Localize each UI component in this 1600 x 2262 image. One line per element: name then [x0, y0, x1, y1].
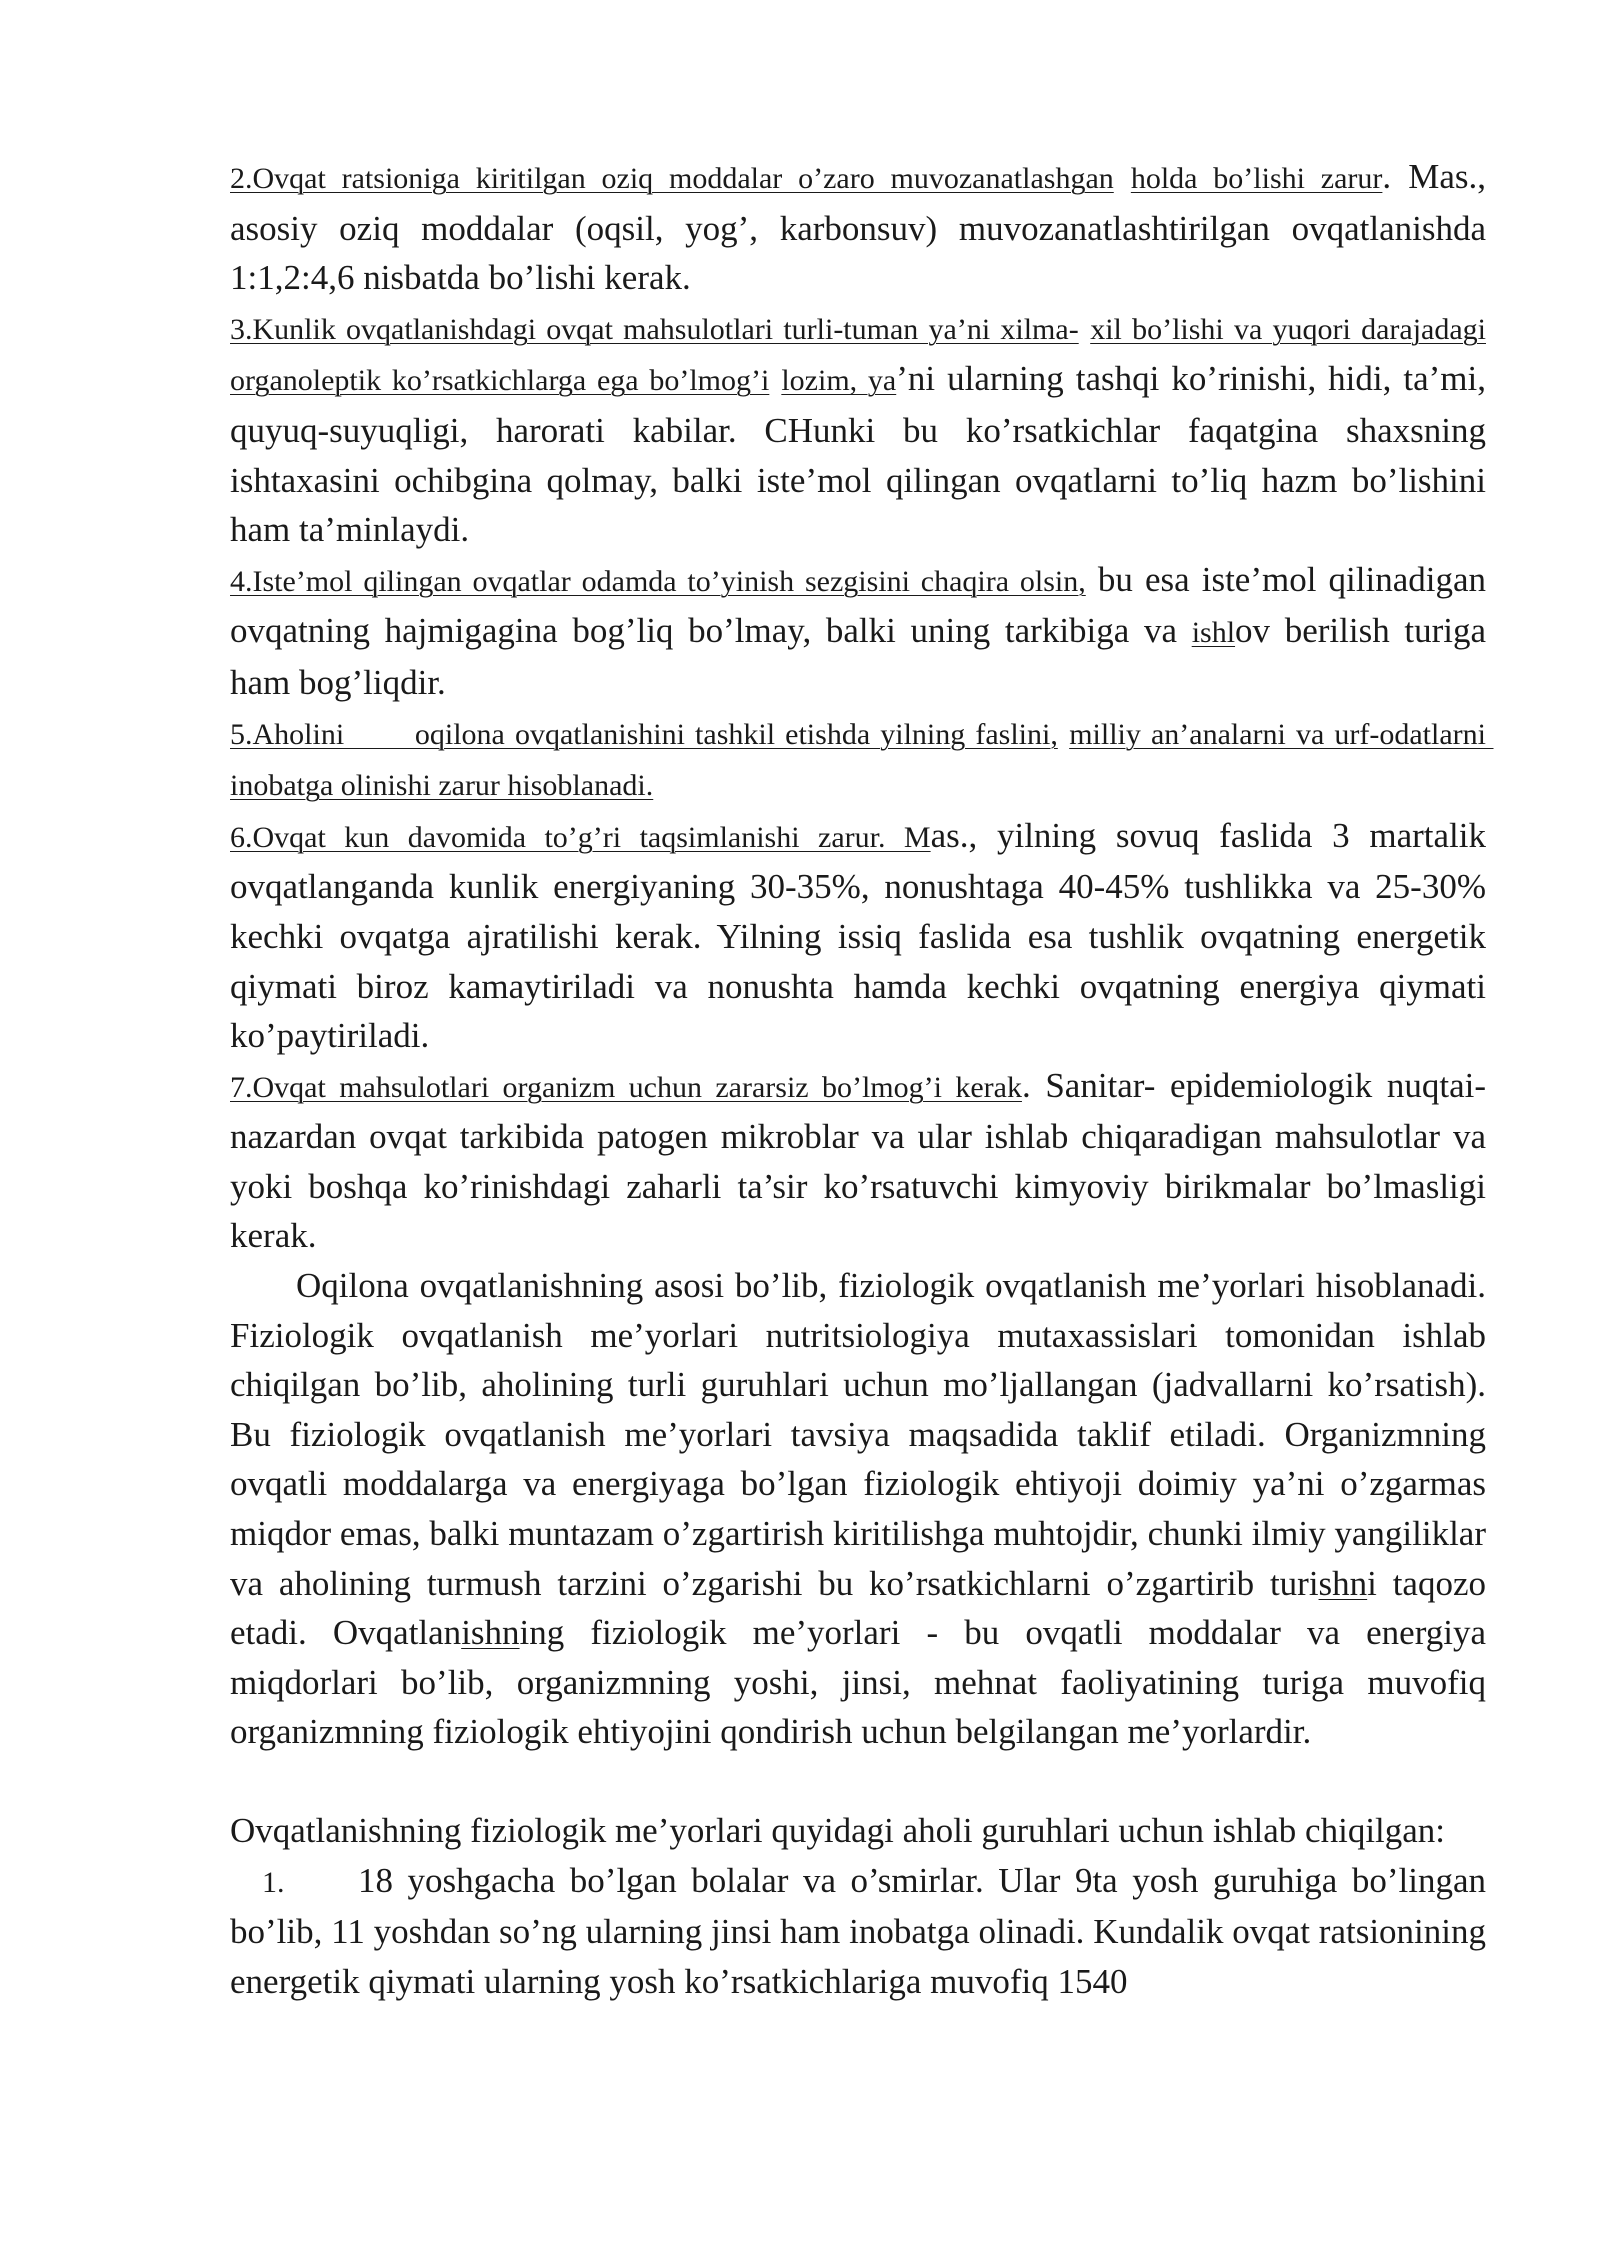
underlined-heading: 6.Ovqat kun davomida to’g’ri taqsimlanishi zarur. M — [230, 820, 931, 854]
body-text: Oqilona ovqatlanishning asosi bo’lib, fiziologik ovqatlanish me’yorlari hisoblanadi. Fiziologik ovqatlanish me’yorlari nutritsiologiya mutaxassislari tomonidan ishlab chiqilgan bo’lib, aholining turli guruhlari uchun mo’ljallangan (jadvallarni ko’rsatish). Bu fiziologik ovqatlanish me’yorlari tavsiya maqsadida taklif etiladi. Organizmning ovqatli moddalarga va energiyaga bo’lgan fiziologik ehtiyoji doimiy ya’ni o’zgarmas miqdor emas, balki muntazam o’zgartirish kiritilishga muhtojdir, chunki ilmiy yangiliklar va aholining turmush tarzini o’zgarishi bu ko’rsatkichlarni o’zgartirib turi — [230, 1266, 1486, 1603]
paragraph-2 — [230, 152, 1486, 303]
body-text: ’ni ularning tashqi ko’rinishi, hidi, ta’mi, quyuq-suyuqligi, harorati kabilar. CHunki bu ko’rsatkichlar faqatgina shaxsning ishtaxasini ochibgina qolmay, balki iste’mol qilingan ovqatlarni to’liq hazm bo’lishini ham ta’minlaydi. — [230, 359, 1486, 550]
list-number: 1. — [262, 1865, 285, 1899]
paragraph-9 — [230, 1806, 1486, 1856]
paragraph-7 — [230, 1061, 1486, 1261]
paragraph-4 — [230, 555, 1486, 708]
underlined-heading: 5.Aholini oqilona ovqatlanishini tashkil etishda yilning faslini, — [230, 717, 1058, 751]
underlined-heading: 4.Iste’mol qilingan ovqatlar odamda to’yinish sezgisini chaqira olsin, — [230, 564, 1086, 598]
paragraph-6 — [230, 811, 1486, 1061]
body-text: ov berilish turiga ham bog’liqdir. — [230, 611, 1487, 702]
body-text: Ovqatlanishning fiziologik me’yorlari quyidagi aholi guruhlari uchun ishlab chiqilgan: — [230, 1811, 1446, 1850]
underlined-fragment: ishl — [1191, 616, 1236, 650]
paragraph-3 — [230, 303, 1486, 555]
underlined-heading: 2.Ovqat ratsioniga kiritilgan oziq moddalar o’zaro muvozanatlashgan — [230, 162, 1114, 195]
document-page — [230, 152, 1494, 2006]
list-item-1 — [230, 1856, 1486, 2007]
underlined-heading: xil bo’lishi va yuqori darajadagi organoleptik ko’rsatkichlarga ega bo’lmog’i — [230, 312, 1486, 398]
underlined-heading: milliy an’analarni va urf-odatlarni inobatga olinishi zarur hisoblanadi. — [230, 717, 1494, 803]
underlined-heading: 3.Kunlik ovqatlanishdagi ovqat mahsulotlari turli-tuman ya’ni xilma- — [230, 312, 1079, 346]
body-text: ing fiziologik me’yorlari - bu ovqatli moddalar va energiya miqdorlari bo’lib, organizmning yoshi, jinsi, mehnat faoliyatining turiga muvofiq organizmning fiziologik ehtiyojini qondirish uchun belgilangan me’yorlardir. — [230, 1613, 1486, 1752]
underlined-heading: 7.Ovqat mahsulotlari organizm uchun zararsiz bo’lmog’i kerak — [230, 1070, 1022, 1104]
blank-line — [230, 1757, 1486, 1806]
body-text: i taqozo etadi. Ovqatlan — [230, 1563, 1486, 1653]
body-text: . Sanitar- epidemiologik nuqtai-nazardan ovqat tarkibida patogen mikroblar va ular ishlab chiqaradigan mahsulotlar va yoki boshqa ko’rinishdagi zaharli ta’sir ko’rsatuvchi kimyoviy birikmalar bo’lmasligi kerak. — [230, 1065, 1486, 1256]
body-text: bu esa iste’mol qilinadigan ovqatning hajmigagina bog’liq bo’lmay, balki uning tarkibiga va — [230, 559, 1486, 651]
underlined-fragment: shn — [1318, 1563, 1368, 1603]
body-text: 18 yoshgacha bo’lgan bolalar va o’smirlar. Ular 9ta yosh guruhiga bo’lingan bo’lib, 11 yoshdan so’ng ularning jinsi ham inobatga olinadi. Kundalik ovqat ratsionining energetik qiymati ularning yosh ko’rsatkichlariga muvofiq 1540 — [230, 1860, 1486, 2001]
paragraph-5 — [230, 708, 1494, 811]
underlined-heading: lozim, ya — [781, 364, 897, 398]
paragraph-8 — [230, 1261, 1486, 1757]
underlined-fragment: ishn — [461, 1613, 520, 1653]
body-text: . Mas., asosiy oziq moddalar (oqsil, yog’, karbonsuv) muvozanatlashtirilgan ovqatlanishda 1:1,2:4,6 nisbatda bo’lishi kerak. — [230, 157, 1486, 298]
body-text: as., yilning sovuq faslida 3 martalik ovqatlanganda kunlik energiyaning 30-35%, nonushtaga 40-45% tushlikka va 25-30% kechki ovqatga ajratilishi kerak. Yilning issiq faslida esa tushlik ovqatning energetik qiymati biroz kamaytiriladi va nonushta hamda kechki ovqatning energiya qiymati ko’paytiriladi. — [230, 815, 1486, 1056]
underlined-heading: holda bo’lishi zarur — [1130, 162, 1383, 195]
